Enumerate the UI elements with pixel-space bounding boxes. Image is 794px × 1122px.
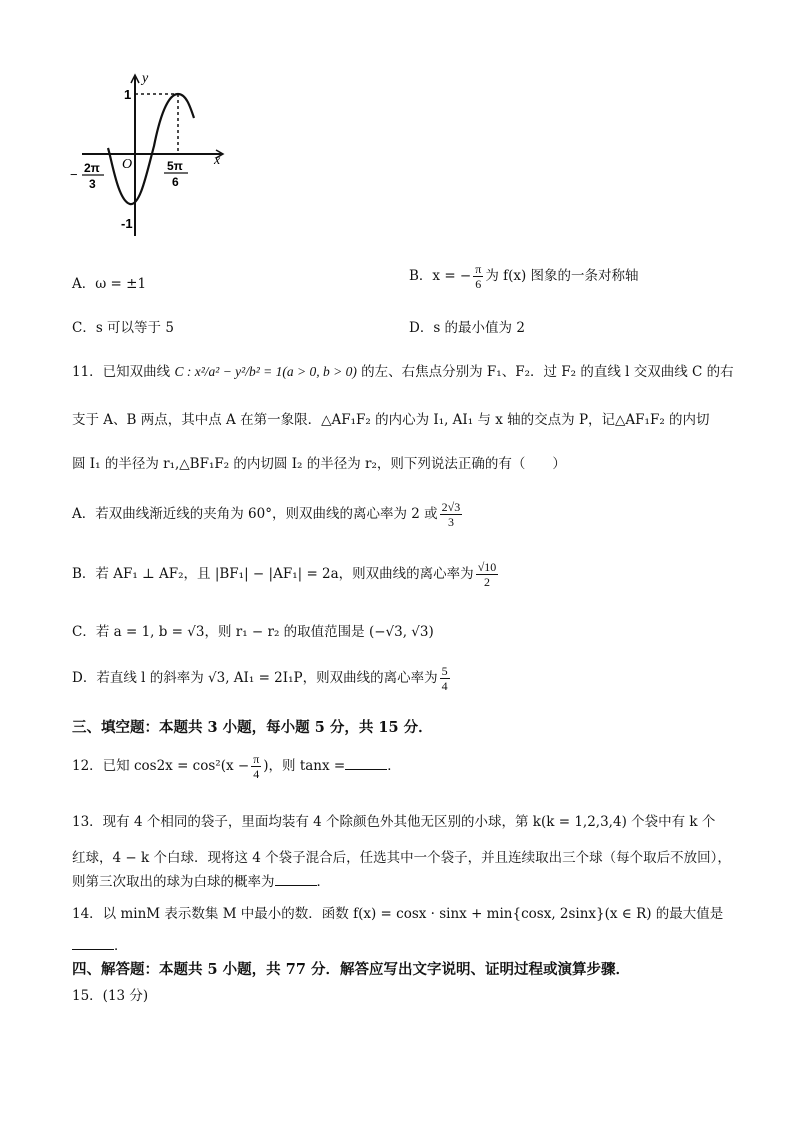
left-x-label-num: 2π xyxy=(84,161,100,175)
q13-line1: 13．现有 4 个相同的袋子，里面均装有 4 个除颜色外其他无区别的小球，第 k(k = 1,2,3,4) 个袋中有 k 个 xyxy=(72,814,716,830)
q11-line1 xyxy=(72,360,734,380)
function-graph xyxy=(60,66,240,241)
q11-line3: 圆 I₁ 的半径为 r₁,△BF₁F₂ 的内切圆 I₂ 的半径为 r₂，则下列说法正确的有（ ） xyxy=(72,456,566,472)
q10-option-d: D．s 的最小值为 2 xyxy=(409,320,525,336)
frac-num: 5 xyxy=(441,664,448,678)
q11-line1-c: 的左、右焦点分别为 F₁、F₂．过 F₂ 的直线 l 交双曲线 C 的右 xyxy=(361,364,734,380)
q11-option-a-fraction xyxy=(440,500,463,529)
sine-curve xyxy=(108,94,194,204)
q11-option-c: C．若 a = 1, b = √3，则 r₁ − r₂ 的取值范围是 (−√3, √3) xyxy=(72,624,434,640)
q10-option-b-prefix: B．x = − xyxy=(409,268,472,284)
q14-line1: 14．以 minM 表示数集 M 中最小的数．函数 f(x) = cosx · sinx + min{cosx, 2sinx}(x ∈ R) 的最大值是 xyxy=(72,906,724,922)
y-max-label: 1 xyxy=(124,87,132,102)
q11-line2: 支于 A、B 两点，其中点 A 在第一象限．△AF₁F₂ 的内心为 I₁, AI₁ 与 x 轴的交点为 P，记△AF₁F₂ 的内切 xyxy=(72,412,710,428)
q13-line3-text: 则第三次取出的球为白球的概率为 xyxy=(72,874,275,890)
q10-option-a: A．ω = ±1 xyxy=(72,276,147,292)
left-x-label-den: 3 xyxy=(89,177,96,191)
section-3-heading: 三、填空题：本题共 3 小题，每小题 5 分，共 15 分． xyxy=(72,719,433,736)
q12-fraction xyxy=(251,752,261,781)
q13-line3-end: ． xyxy=(316,874,330,890)
q11-option-d-fraction xyxy=(440,664,450,693)
left-x-minus: − xyxy=(70,167,78,182)
q12-paren-b: )，则 tanx = xyxy=(263,758,346,774)
q13-answer-blank[interactable] xyxy=(275,873,317,886)
y-min-label: -1 xyxy=(121,216,133,231)
q14-answer-blank[interactable] xyxy=(72,937,114,950)
frac-num: √10 xyxy=(477,560,497,574)
q12-paren-a: (x − xyxy=(220,758,250,774)
q12-suffix: ． xyxy=(387,758,401,774)
q12-prefix: 12．已知 cos2x = cos² xyxy=(72,758,221,774)
frac-den: 2 xyxy=(483,575,490,589)
q11-option-b-fraction xyxy=(476,560,499,589)
x-axis-label: x xyxy=(214,153,221,168)
frac-den: 4 xyxy=(441,679,448,693)
right-x-label-den: 6 xyxy=(172,175,179,189)
q14-line2-end: ． xyxy=(114,938,128,954)
q13-line3 xyxy=(72,870,330,890)
q14-line2 xyxy=(72,934,128,954)
q11-option-b-text: B．若 AF₁ ⊥ AF₂，且 |BF₁| − |AF₁| = 2a，则双曲线的离心率为 xyxy=(72,566,474,582)
frac-num: π xyxy=(475,262,482,276)
section-4-heading: 四、解答题：本题共 5 小题，共 77 分．解答应写出文字说明、证明过程或演算步骤． xyxy=(72,961,630,978)
frac-num: 2√3 xyxy=(441,500,461,514)
q10-option-b-fraction xyxy=(473,262,483,291)
origin-label: O xyxy=(122,157,133,172)
q11-hyperbola-equation: C : x²/a² − y²/b² = 1(a > 0, b > 0) xyxy=(174,364,357,379)
frac-num: π xyxy=(253,752,260,766)
right-x-label-num: 5π xyxy=(167,159,183,173)
frac-den: 6 xyxy=(475,277,482,291)
q11-option-d-text: D．若直线 l 的斜率为 √3, AI₁ = 2I₁P，则双曲线的离心率为 xyxy=(72,670,438,686)
q15-heading: 15．(13 分) xyxy=(72,988,149,1004)
q13-line2: 红球，4 − k 个白球．现将这 4 个袋子混合后，任选其中一个袋子，并且连续取出三个球（每个取后不放回）， xyxy=(72,850,731,866)
q12 xyxy=(72,752,401,781)
frac-den: 3 xyxy=(447,515,454,529)
q11-option-a xyxy=(72,500,464,529)
q10-option-b xyxy=(409,262,639,291)
q11-option-a-text: A．若双曲线渐近线的夹角为 60°，则双曲线的离心率为 2 或 xyxy=(72,506,438,522)
q10-option-b-suffix: 为 f(x) 图象的一条对称轴 xyxy=(485,268,639,284)
q11-line1-a: 11．已知双曲线 xyxy=(72,364,171,380)
q10-option-c: C．s 可以等于 5 xyxy=(72,320,174,336)
q11-option-d xyxy=(72,664,452,693)
q11-option-b xyxy=(72,560,500,589)
y-axis-label: y xyxy=(142,71,149,86)
q12-answer-blank[interactable] xyxy=(345,757,387,770)
frac-den: 4 xyxy=(253,767,260,781)
